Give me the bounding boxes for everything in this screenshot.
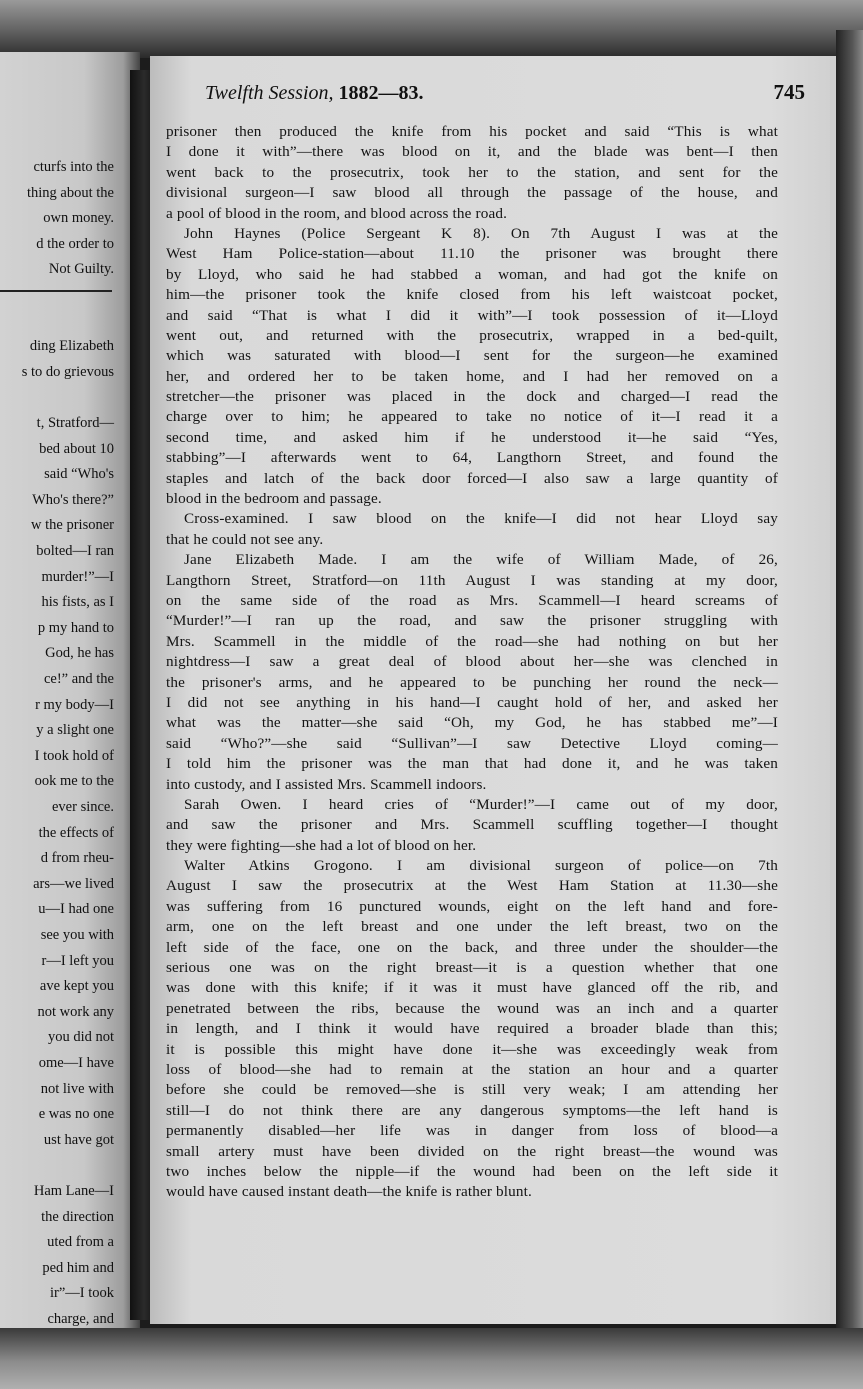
- text-line: stretcher—the prisoner was placed in the dock and charged—I read the: [166, 388, 778, 406]
- text-line: went back to the prosecutrix, took her to the station, and sent for the: [166, 163, 778, 181]
- left-page-line: the effects of: [38, 824, 114, 841]
- text-line: blood in the bedroom and passage.: [166, 490, 382, 508]
- text-line: charge over to him; he appeared to take no notice of it—I read it a: [166, 408, 778, 426]
- text-line: John Haynes (Police Sergeant K 8). On 7th August I was at the: [184, 224, 778, 242]
- text-line: what was the matter—she said “Oh, my God, he has stabbed me”—I: [166, 714, 778, 732]
- left-page-line: ome—I have: [38, 1055, 114, 1071]
- text-line: before she could be removed—she is still very weak; I am attending her: [166, 1081, 778, 1099]
- text-line: in length, and I think it would have required a broader blade than this;: [166, 1020, 778, 1038]
- text-line: was suffering from 16 punctured wounds, eight on the left hand and fore-: [166, 897, 778, 915]
- text-line: stabbing”—I afterwards went to 64, Langthorn Street, and found the: [166, 449, 778, 467]
- text-line: they were fighting—she had a lot of blood on her.: [166, 836, 477, 854]
- text-line: prisoner then produced the knife from his pocket and said “This is what: [166, 123, 778, 140]
- left-page-line: Who's there?”: [32, 491, 114, 508]
- text-line: loss of blood—she had to remain at the station an hour and a quarter: [166, 1060, 778, 1078]
- text-line: West Ham Police-station—about 11.10 the prisoner was brought there: [166, 245, 778, 263]
- text-line: Langthorn Street, Stratford—on 11th August I was standing at my door,: [166, 571, 778, 589]
- left-page-line: uted from a: [47, 1234, 114, 1251]
- text-line: second time, and asked him if he understood it—he said “Yes,: [166, 428, 778, 446]
- text-line: Walter Atkins Grogono. I am divisional surgeon of police—on 7th: [184, 857, 778, 875]
- running-head-year: 1882—83.: [338, 82, 424, 104]
- text-line: left side of the face, one on the back, and three under the shoulder—the: [166, 938, 778, 956]
- text-line: Sarah Owen. I heard cries of “Murder!”—I came out of my door,: [184, 795, 778, 813]
- text-line: Mrs. Scammell in the middle of the road—she had nothing on but her: [166, 632, 778, 650]
- page-body-text: [166, 122, 778, 1203]
- left-page-line: u—I had one: [38, 901, 114, 918]
- left-page-line: ding Elizabeth: [29, 338, 114, 355]
- text-line: and said “That is what I did it with”—I took possession of it—Lloyd: [166, 306, 778, 324]
- text-line: nightdress—I saw a great deal of blood about her—she was clenched in: [166, 653, 778, 671]
- text-line: that he could not see any.: [166, 530, 324, 548]
- left-page-line: r—I left you: [41, 952, 114, 969]
- text-line: penetrated between the ribs, because the wound was an inch and a quarter: [166, 999, 778, 1017]
- text-line: her, and ordered her to be taken home, and I had her removed on a: [166, 367, 778, 385]
- text-line: I done it with”—there was blood on it, and the blade was bent—I then: [166, 143, 778, 161]
- left-page-line: see you with: [40, 927, 114, 943]
- left-page-line: God, he has: [45, 645, 114, 662]
- text-line: Jane Elizabeth Made. I am the wife of William Made, of 26,: [184, 551, 778, 569]
- scan-background-top: [0, 0, 863, 58]
- left-page: [0, 52, 140, 1332]
- text-line: permanently disabled—her life was in danger from loss of blood—a: [166, 1122, 778, 1140]
- text-line: said “Who?”—she said “Sullivan”—I saw Detective Lloyd coming—: [166, 734, 778, 752]
- left-page-line: not work any: [37, 1003, 114, 1020]
- text-line: August I saw the prosecutrix at the West Ham Station at 11.30—she: [166, 877, 778, 895]
- running-head: [205, 82, 424, 105]
- text-line: which was saturated with blood—I sent for the surgeon—he examined: [166, 347, 778, 365]
- left-page-line: not live with: [40, 1080, 114, 1097]
- scan-background-right: [836, 30, 863, 1330]
- text-line: small artery must have been divided on the right breast—the wound was: [166, 1142, 778, 1160]
- text-line: by Lloyd, who said he had stabbed a woman, and had got the knife on: [166, 265, 778, 283]
- scan-background-bottom: [0, 1328, 863, 1389]
- text-line: still—I do not think there are any dangerous symptoms—the left hand is: [166, 1101, 778, 1119]
- text-line: two inches below the nipple—if the wound had been on the left side it: [166, 1162, 778, 1180]
- left-page-line: ave kept you: [39, 978, 114, 995]
- text-line: it is possible this might have done it—she was exceedingly weak from: [166, 1040, 778, 1058]
- left-page-line: t, Stratford—: [36, 415, 114, 431]
- left-page-line: you did not: [47, 1029, 114, 1046]
- left-page-line: cturfs into the: [33, 159, 114, 175]
- left-page-line: d the order to: [36, 235, 114, 252]
- text-line: staples and latch of the back door forced—I also saw a large quantity of: [166, 469, 778, 487]
- left-page-line: ook me to the: [34, 773, 114, 790]
- text-line: a pool of blood in the room, and blood across the road.: [166, 204, 508, 222]
- left-page-line: ever since.: [52, 799, 114, 815]
- left-page-line: ust have got: [43, 1131, 114, 1148]
- left-page-line: s to do grievous: [21, 363, 114, 380]
- text-line: arm, one on the left breast and one under the left breast, two on the: [166, 918, 778, 936]
- text-line: would have caused instant death—the knife is rather blunt.: [166, 1183, 532, 1201]
- left-page-line: y a slight one: [36, 722, 114, 739]
- left-page-line: the direction: [41, 1208, 114, 1225]
- left-page-line: charge, and: [47, 1311, 114, 1327]
- left-page-line: ars—we lived: [33, 875, 114, 892]
- text-line: Cross-examined. I saw blood on the knife—I did not hear Lloyd say: [184, 510, 778, 528]
- left-page-line: d from rheu-: [40, 850, 114, 867]
- left-page-line: ir”—I took: [49, 1285, 114, 1302]
- page-number: 745: [773, 80, 805, 104]
- text-line: him—the prisoner took the knife closed from his left waistcoat pocket,: [166, 286, 778, 304]
- text-line: the prisoner's arms, and he appeared to be punching her round the neck—: [166, 673, 778, 691]
- left-page-line: murder!”—I: [41, 568, 114, 585]
- text-line: was done with this knife; if it was it must have glanced off the rib, and: [166, 979, 778, 997]
- left-page-line: his fists, as I: [41, 594, 114, 611]
- left-page-rule: [0, 290, 112, 292]
- left-page-line: Not Guilty.: [48, 261, 114, 278]
- text-line: went out, and returned with the prosecutrix, wrapped in a bed-quilt,: [166, 326, 778, 344]
- running-head-session: Twelfth Session,: [205, 82, 339, 104]
- text-line: I did not see anything in his hand—I caught hold of her, and asked her: [166, 693, 778, 711]
- left-page-line: r my body—I: [35, 696, 114, 713]
- text-line: I told him the prisoner was the man that had done it, and he was taken: [166, 755, 778, 773]
- left-page-line: I took hold of: [34, 747, 114, 764]
- text-line: and saw the prisoner and Mrs. Scammell scuffling together—I thought: [166, 816, 778, 834]
- left-page-line: Ham Lane—I: [33, 1183, 114, 1199]
- left-page-line: own money.: [43, 210, 114, 227]
- text-line: divisional surgeon—I saw blood all through the passage of the house, and: [166, 184, 778, 202]
- left-page-line: w the prisoner: [31, 517, 114, 534]
- left-page-line: ce!” and the: [43, 671, 114, 687]
- left-page-line: p my hand to: [37, 619, 114, 636]
- left-page-line: said “Who's: [44, 466, 114, 483]
- text-line: “Murder!”—I ran up the road, and saw the prisoner struggling with: [166, 612, 778, 630]
- text-line: serious one was on the right breast—it is a question whether that one: [166, 959, 778, 977]
- text-line: into custody, and I assisted Mrs. Scammell indoors.: [166, 775, 487, 793]
- left-page-line: bolted—I ran: [36, 543, 114, 559]
- text-line: on the same side of the road as Mrs. Scammell—I heard screams of: [166, 591, 778, 609]
- left-page-line: bed about 10: [39, 440, 114, 457]
- left-page-line: thing about the: [27, 184, 114, 201]
- left-page-line: ped him and: [42, 1259, 114, 1276]
- left-page-line: e was no one: [38, 1106, 114, 1123]
